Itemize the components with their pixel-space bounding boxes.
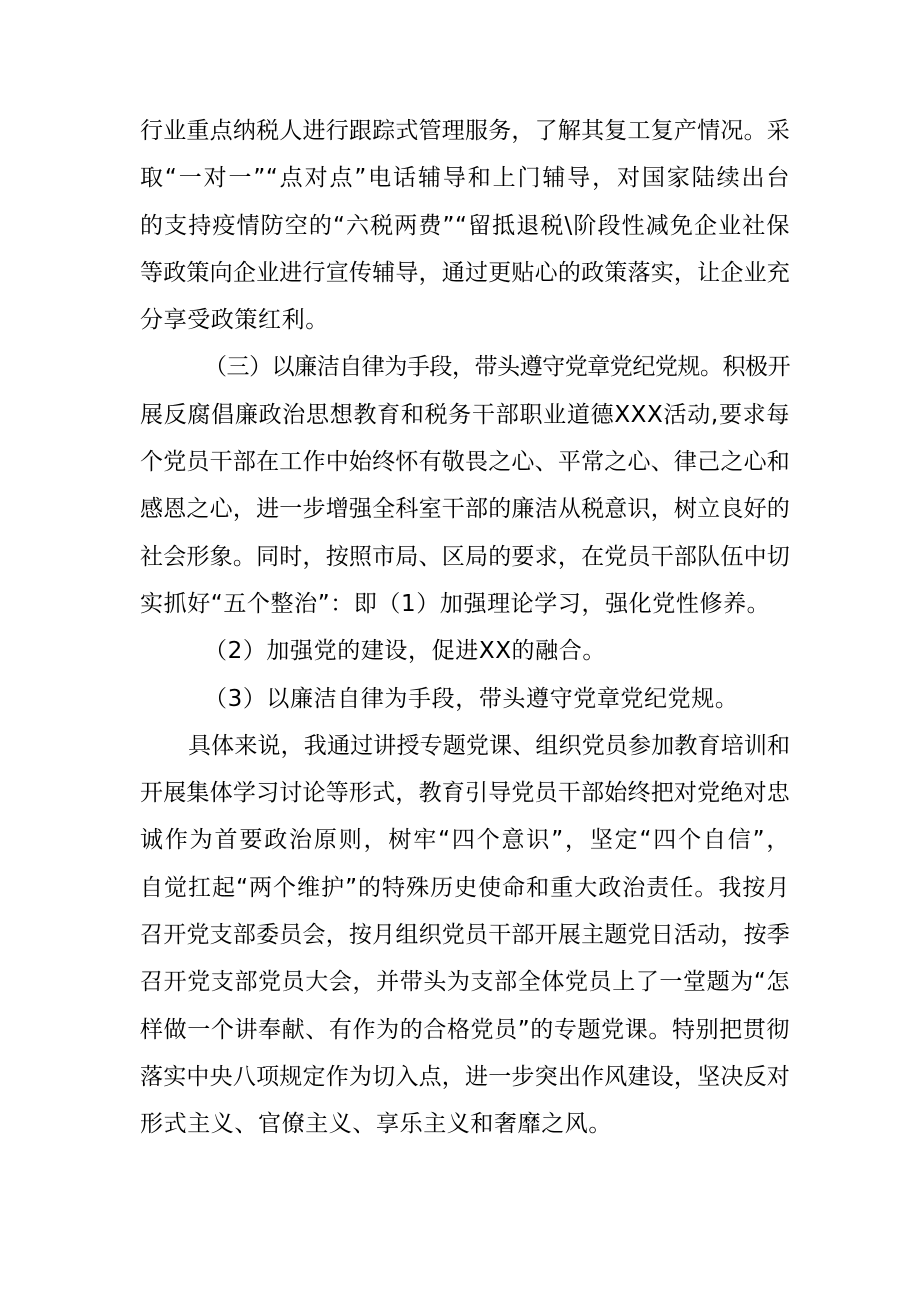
text-line: 的支持疫情防空的“六税两费”“留抵退税\阶段性减免企业社保	[140, 212, 790, 239]
text-line: 展反腐倡廉政治思想教育和税务干部职业道德XXX活动,要求每	[140, 401, 790, 428]
text-line: 召开党支部党员大会，并带头为支部全体党员上了一堂题为“怎	[140, 969, 790, 996]
text-line: 召开党支部委员会，按月组织党员干部开展主题党日活动，按季	[140, 922, 790, 949]
text-line: 诚作为首要政治原则，树牢“四个意识”，坚定“四个自信”，	[140, 827, 790, 854]
text-line: 行业重点纳税人进行跟踪式管理服务，了解其复工复产情况。采	[140, 118, 790, 144]
text-line: （三）以廉洁自律为手段，带头遵守党章党纪党规。积极开	[204, 354, 790, 381]
paragraph-2	[140, 344, 790, 628]
paragraph-4	[140, 676, 790, 723]
text-line: 个党员干部在工作中始终怀有敬畏之心、平常之心、律己之心和	[140, 449, 790, 476]
paragraph-1	[140, 108, 790, 344]
text-line: 具体来说，我通过讲授专题党课、组织党员参加教育培训和	[188, 732, 790, 759]
text-line: 分享受政策红利。	[140, 307, 329, 334]
text-line: 形式主义、官僚主义、享乐主义和奢靡之风。	[140, 1111, 612, 1138]
text-line: （3）以廉洁自律为手段，带头遵守党章党纪党规。	[204, 685, 739, 712]
text-line: （2）加强党的建设，促进XX的融合。	[204, 638, 606, 665]
text-line: 样做一个讲奉献、有作为的合格党员”的专题党课。特别把贯彻	[140, 1016, 790, 1043]
text-line: 落实中央八项规定作为切入点，进一步突出作风建设，坚决反对	[140, 1063, 790, 1090]
text-line: 开展集体学习讨论等形式，教育引导党员干部始终把对党绝对忠	[140, 780, 790, 807]
text-line: 取“一对一”“点对点”电话辅导和上门辅导，对国家陆续出台	[140, 165, 790, 192]
paragraph-5	[140, 723, 790, 1149]
text-line: 实抓好“五个整治”：即（1）加强理论学习，强化党性修养。	[140, 590, 771, 617]
text-line: 社会形象。同时，按照市局、区局的要求，在党员干部队伍中切	[140, 543, 790, 570]
text-line: 感恩之心，进一步增强全科室干部的廉洁从税意识，树立良好的	[140, 496, 790, 523]
text-line: 自觉扛起“两个维护”的特殊历史使命和重大政治责任。我按月	[140, 874, 790, 901]
text-line: 等政策向企业进行宣传辅导，通过更贴心的政策落实，让企业充	[140, 259, 790, 286]
paragraph-3	[140, 628, 790, 675]
document-page	[140, 108, 790, 1149]
